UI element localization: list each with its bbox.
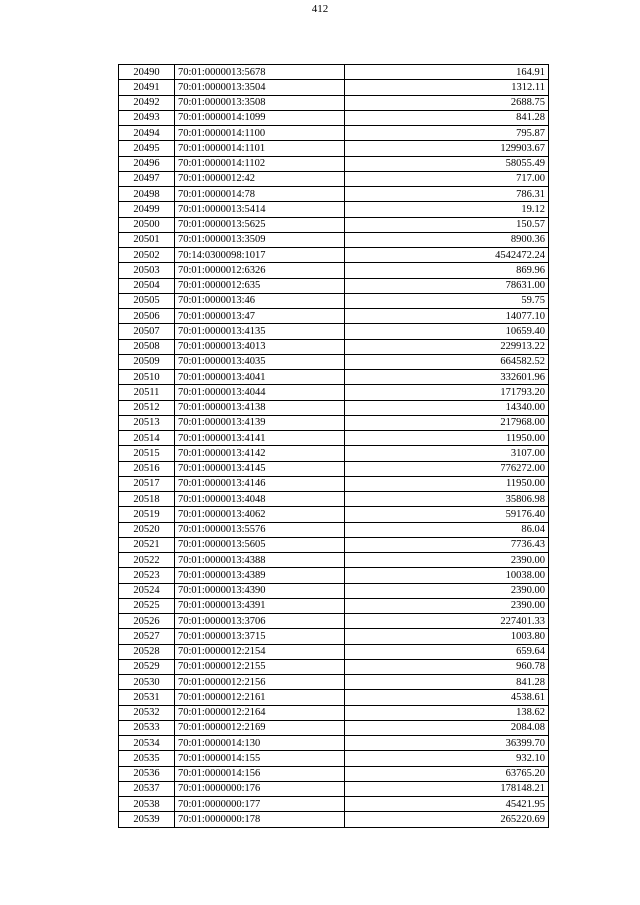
row-number-cell: 20526 (119, 614, 175, 629)
cadastral-number-cell: 70:01:0000014:155 (175, 751, 345, 766)
cadastral-number-cell: 70:01:0000014:156 (175, 766, 345, 781)
table-row (119, 263, 549, 278)
table-row (119, 690, 549, 705)
table-row (119, 598, 549, 613)
cadastral-number-cell: 70:01:0000013:5414 (175, 202, 345, 217)
row-number-cell: 20539 (119, 812, 175, 827)
table-row (119, 80, 549, 95)
row-number-cell: 20533 (119, 720, 175, 735)
value-cell: 2390.00 (345, 553, 549, 568)
cadastral-number-cell: 70:01:0000014:1101 (175, 141, 345, 156)
row-number-cell: 20509 (119, 354, 175, 369)
row-number-cell: 20510 (119, 370, 175, 385)
value-cell: 4542472.24 (345, 248, 549, 263)
row-number-cell: 20494 (119, 126, 175, 141)
row-number-cell: 20498 (119, 187, 175, 202)
row-number-cell: 20537 (119, 781, 175, 796)
value-cell: 2084.08 (345, 720, 549, 735)
row-number-cell: 20529 (119, 659, 175, 674)
row-number-cell: 20500 (119, 217, 175, 232)
cadastral-number-cell: 70:01:0000012:6326 (175, 263, 345, 278)
table-row (119, 95, 549, 110)
value-cell: 59.75 (345, 293, 549, 308)
table-row (119, 476, 549, 491)
value-cell: 795.87 (345, 126, 549, 141)
cadastral-number-cell: 70:01:0000013:4141 (175, 431, 345, 446)
value-cell: 11950.00 (345, 431, 549, 446)
cadastral-number-cell: 70:01:0000013:4138 (175, 400, 345, 415)
value-cell: 36399.70 (345, 736, 549, 751)
row-number-cell: 20527 (119, 629, 175, 644)
row-number-cell: 20516 (119, 461, 175, 476)
table-row (119, 492, 549, 507)
table-row (119, 461, 549, 476)
cadastral-number-cell: 70:01:0000013:3715 (175, 629, 345, 644)
table-row (119, 324, 549, 339)
table-row (119, 797, 549, 812)
cadastral-number-cell: 70:01:0000012:2156 (175, 675, 345, 690)
value-cell: 171793.20 (345, 385, 549, 400)
table-row (119, 705, 549, 720)
value-cell: 869.96 (345, 263, 549, 278)
value-cell: 1003.80 (345, 629, 549, 644)
value-cell: 138.62 (345, 705, 549, 720)
table-row (119, 293, 549, 308)
table-body (119, 65, 549, 828)
cadastral-number-cell: 70:01:0000013:5605 (175, 537, 345, 552)
table-row (119, 751, 549, 766)
value-cell: 786.31 (345, 187, 549, 202)
table-row (119, 537, 549, 552)
cadastral-number-cell: 70:01:0000014:1100 (175, 126, 345, 141)
row-number-cell: 20523 (119, 568, 175, 583)
cadastral-number-cell: 70:14:0300098:1017 (175, 248, 345, 263)
cadastral-number-cell: 70:01:0000013:46 (175, 293, 345, 308)
row-number-cell: 20512 (119, 400, 175, 415)
row-number-cell: 20535 (119, 751, 175, 766)
row-number-cell: 20496 (119, 156, 175, 171)
cadastral-number-cell: 70:01:0000013:3508 (175, 95, 345, 110)
cadastral-number-cell: 70:01:0000000:177 (175, 797, 345, 812)
value-cell: 129903.67 (345, 141, 549, 156)
cadastral-number-cell: 70:01:0000013:4135 (175, 324, 345, 339)
value-cell: 11950.00 (345, 476, 549, 491)
value-cell: 8900.36 (345, 232, 549, 247)
cadastral-number-cell: 70:01:0000012:2169 (175, 720, 345, 735)
row-number-cell: 20505 (119, 293, 175, 308)
table-row (119, 659, 549, 674)
page-number: 412 (311, 3, 329, 15)
table-row (119, 614, 549, 629)
table-row (119, 553, 549, 568)
cadastral-number-cell: 70:01:0000013:4146 (175, 476, 345, 491)
table-row (119, 171, 549, 186)
value-cell: 717.00 (345, 171, 549, 186)
table-row (119, 110, 549, 125)
value-cell: 659.64 (345, 644, 549, 659)
value-cell: 7736.43 (345, 537, 549, 552)
value-cell: 841.28 (345, 675, 549, 690)
row-number-cell: 20502 (119, 248, 175, 263)
table-row (119, 354, 549, 369)
value-cell: 10659.40 (345, 324, 549, 339)
value-cell: 86.04 (345, 522, 549, 537)
value-cell: 841.28 (345, 110, 549, 125)
cadastral-number-cell: 70:01:0000012:2164 (175, 705, 345, 720)
value-cell: 45421.95 (345, 797, 549, 812)
row-number-cell: 20538 (119, 797, 175, 812)
cadastral-number-cell: 70:01:0000014:78 (175, 187, 345, 202)
row-number-cell: 20528 (119, 644, 175, 659)
value-cell: 3107.00 (345, 446, 549, 461)
row-number-cell: 20506 (119, 309, 175, 324)
cadastral-number-cell: 70:01:0000013:4388 (175, 553, 345, 568)
table-row (119, 781, 549, 796)
row-number-cell: 20532 (119, 705, 175, 720)
table-row (119, 217, 549, 232)
table-row (119, 156, 549, 171)
value-cell: 59176.40 (345, 507, 549, 522)
value-cell: 2688.75 (345, 95, 549, 110)
value-cell: 4538.61 (345, 690, 549, 705)
row-number-cell: 20515 (119, 446, 175, 461)
cadastral-number-cell: 70:01:0000013:3504 (175, 80, 345, 95)
value-cell: 229913.22 (345, 339, 549, 354)
row-number-cell: 20531 (119, 690, 175, 705)
cadastral-number-cell: 70:01:0000013:5625 (175, 217, 345, 232)
table-row (119, 675, 549, 690)
table-row (119, 766, 549, 781)
row-number-cell: 20503 (119, 263, 175, 278)
row-number-cell: 20501 (119, 232, 175, 247)
cadastral-number-cell: 70:01:0000013:4390 (175, 583, 345, 598)
table-row (119, 736, 549, 751)
cadastral-number-cell: 70:01:0000013:4044 (175, 385, 345, 400)
row-number-cell: 20513 (119, 415, 175, 430)
row-number-cell: 20525 (119, 598, 175, 613)
cadastral-number-cell: 70:01:0000012:2161 (175, 690, 345, 705)
table-row (119, 126, 549, 141)
row-number-cell: 20507 (119, 324, 175, 339)
value-cell: 332601.96 (345, 370, 549, 385)
data-table (118, 64, 549, 828)
table-row (119, 370, 549, 385)
table-row (119, 278, 549, 293)
value-cell: 2390.00 (345, 583, 549, 598)
row-number-cell: 20519 (119, 507, 175, 522)
cadastral-number-cell: 70:01:0000013:4013 (175, 339, 345, 354)
cadastral-number-cell: 70:01:0000012:2154 (175, 644, 345, 659)
cadastral-number-cell: 70:01:0000012:42 (175, 171, 345, 186)
value-cell: 217968.00 (345, 415, 549, 430)
row-number-cell: 20520 (119, 522, 175, 537)
table-row (119, 65, 549, 80)
cadastral-number-cell: 70:01:0000013:4145 (175, 461, 345, 476)
value-cell: 63765.20 (345, 766, 549, 781)
row-number-cell: 20518 (119, 492, 175, 507)
value-cell: 265220.69 (345, 812, 549, 827)
cadastral-number-cell: 70:01:0000014:1102 (175, 156, 345, 171)
value-cell: 178148.21 (345, 781, 549, 796)
row-number-cell: 20530 (119, 675, 175, 690)
table-row (119, 812, 549, 827)
row-number-cell: 20491 (119, 80, 175, 95)
table-row (119, 339, 549, 354)
value-cell: 150.57 (345, 217, 549, 232)
row-number-cell: 20522 (119, 553, 175, 568)
cadastral-number-cell: 70:01:0000013:4062 (175, 507, 345, 522)
table-row (119, 522, 549, 537)
value-cell: 78631.00 (345, 278, 549, 293)
cadastral-number-cell: 70:01:0000000:176 (175, 781, 345, 796)
value-cell: 960.78 (345, 659, 549, 674)
value-cell: 10038.00 (345, 568, 549, 583)
row-number-cell: 20492 (119, 95, 175, 110)
cadastral-number-cell: 70:01:0000012:2155 (175, 659, 345, 674)
value-cell: 2390.00 (345, 598, 549, 613)
row-number-cell: 20536 (119, 766, 175, 781)
table-row (119, 507, 549, 522)
table-row (119, 629, 549, 644)
value-cell: 58055.49 (345, 156, 549, 171)
table-row (119, 644, 549, 659)
table-row (119, 385, 549, 400)
value-cell: 19.12 (345, 202, 549, 217)
cadastral-number-cell: 70:01:0000013:4035 (175, 354, 345, 369)
value-cell: 932.10 (345, 751, 549, 766)
cadastral-number-cell: 70:01:0000013:4142 (175, 446, 345, 461)
row-number-cell: 20508 (119, 339, 175, 354)
cadastral-number-cell: 70:01:0000013:4048 (175, 492, 345, 507)
cadastral-number-cell: 70:01:0000013:5678 (175, 65, 345, 80)
row-number-cell: 20524 (119, 583, 175, 598)
table-row (119, 232, 549, 247)
cadastral-number-cell: 70:01:0000013:47 (175, 309, 345, 324)
table-row (119, 720, 549, 735)
row-number-cell: 20504 (119, 278, 175, 293)
cadastral-number-cell: 70:01:0000014:1099 (175, 110, 345, 125)
value-cell: 35806.98 (345, 492, 549, 507)
cadastral-number-cell: 70:01:0000014:130 (175, 736, 345, 751)
value-cell: 227401.33 (345, 614, 549, 629)
table-row (119, 309, 549, 324)
row-number-cell: 20493 (119, 110, 175, 125)
cadastral-number-cell: 70:01:0000013:4041 (175, 370, 345, 385)
value-cell: 164.91 (345, 65, 549, 80)
cadastral-number-cell: 70:01:0000013:4389 (175, 568, 345, 583)
row-number-cell: 20517 (119, 476, 175, 491)
table-row (119, 583, 549, 598)
table-row (119, 415, 549, 430)
value-cell: 776272.00 (345, 461, 549, 476)
table-row (119, 187, 549, 202)
row-number-cell: 20521 (119, 537, 175, 552)
table-row (119, 431, 549, 446)
table-row (119, 248, 549, 263)
value-cell: 1312.11 (345, 80, 549, 95)
cadastral-number-cell: 70:01:0000013:5576 (175, 522, 345, 537)
row-number-cell: 20514 (119, 431, 175, 446)
cadastral-number-cell: 70:01:0000013:3706 (175, 614, 345, 629)
row-number-cell: 20497 (119, 171, 175, 186)
cadastral-number-cell: 70:01:0000012:635 (175, 278, 345, 293)
cadastral-number-cell: 70:01:0000013:3509 (175, 232, 345, 247)
table-row (119, 400, 549, 415)
row-number-cell: 20534 (119, 736, 175, 751)
cadastral-number-cell: 70:01:0000000:178 (175, 812, 345, 827)
value-cell: 664582.52 (345, 354, 549, 369)
table-row (119, 568, 549, 583)
table-row (119, 202, 549, 217)
value-cell: 14340.00 (345, 400, 549, 415)
table-row (119, 446, 549, 461)
row-number-cell: 20495 (119, 141, 175, 156)
row-number-cell: 20511 (119, 385, 175, 400)
value-cell: 14077.10 (345, 309, 549, 324)
table-row (119, 141, 549, 156)
cadastral-number-cell: 70:01:0000013:4391 (175, 598, 345, 613)
row-number-cell: 20490 (119, 65, 175, 80)
cadastral-number-cell: 70:01:0000013:4139 (175, 415, 345, 430)
row-number-cell: 20499 (119, 202, 175, 217)
